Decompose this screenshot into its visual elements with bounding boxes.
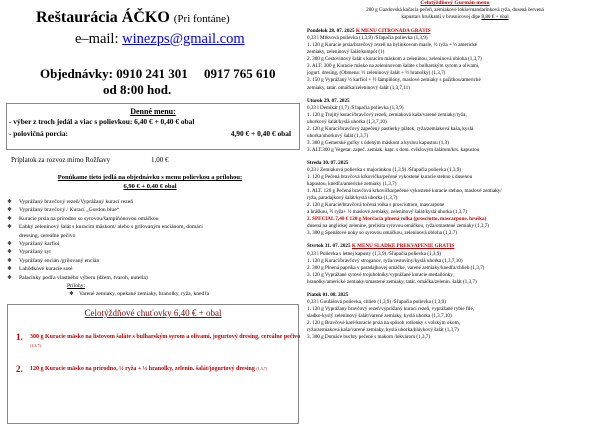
day-block	[307, 98, 603, 154]
menu-line: 3. ALT: 300 g Kuracie mäsko na zeleninovom šaláte s bulharským syrom a olivami,	[307, 63, 480, 70]
menu-line: 3. ALT.300 g Vegetar. zapeč. zemiak. kapr. s dom. cviklovým šalátom/krs. kapustou	[307, 146, 480, 153]
menu-line: 1. 120 g Trojitý kurací/bravčový rezeň, zemiaková kaša/varené zemiaky/ryža,	[307, 111, 467, 118]
daily-menu-row-price: 4,90 € + 0,40 € obal	[230, 129, 291, 138]
list-item: ❖ Vyprážaný bravčový rezeň/Vyprážaný kurací rezeň	[7, 198, 297, 206]
weekly-specials-heading: Celotýždňové chuťovky 6,40 € + obal	[84, 308, 222, 318]
menu-line: 1. 120 g Pečená bravčová krkovička/pečené vykostené kuracie stehno s dusenou	[307, 174, 473, 181]
menu-line: 1. 120 g Kurací/bravčový stroganov, ryža/cestoviny/kyslá uhorka (1,3,7,10)	[307, 257, 463, 264]
allergen-codes: (1,3,7)	[30, 342, 41, 348]
permanent-menu-list	[7, 198, 297, 299]
menu-line: a hráškou, ½ ryža+ ½ maslové zemiaky, zeleninový šalát/kyslá uhorka (1,3,7)	[307, 209, 467, 216]
daily-menu-heading: Denné menu:	[130, 107, 176, 116]
list-item: ❖ Vyprážaný syr	[7, 248, 297, 256]
left-column	[0, 0, 300, 429]
menu-line: 3. 300 g Špenátové noky so syrovou omáčkou, zeleninová obloha (1,3,7)	[307, 230, 457, 237]
surcharge-price: 1,00 €	[151, 156, 169, 164]
email-label: e–mail:	[75, 31, 123, 47]
menu-line: 0,33 l Goulášová polievka, chlieb (1,3,9) /Šľapačia polievka (1,3,9)	[307, 298, 446, 305]
menu-line: 2. ŠPECIÁL 7,40 € 120 g Morčacia plnená rolka (prosciutto, mascarpone, hruška)	[307, 216, 487, 223]
menu-line: ryža, paradajkový šalát/kyslá uhorka (1,3,7)	[307, 195, 398, 202]
day-date: Streda 30. 07. 2025	[307, 159, 349, 166]
offer-price: 6,90 € + 0,40 € obal	[123, 183, 177, 190]
menu-line: 1. 120 g Kuracie prsia/bravčový rezeň na bylinkovom masle, ½ ryža + ½ americké	[307, 42, 478, 49]
menu-line: zemiaky, tatár. omáčka/zeleninový šalát (1,3,7,11)	[307, 84, 410, 91]
day-date: Utorok 29. 07. 2025	[307, 97, 350, 104]
title-subtitle: (Pri fontáne)	[173, 13, 230, 25]
title-text: Reštaurácia ÁČKO	[36, 9, 170, 26]
menu-line: zemiaky, zeleninový šalát/kompót (1)	[307, 49, 385, 56]
day-block	[307, 243, 603, 285]
menu-line: 3. 150 g Vyprážaný ½ karfiol + ½ šampiňóny, maslové zemiaky s pažítkou/americké	[307, 77, 481, 84]
gourmet-heading: Celotýždňový Gurmán menu	[420, 0, 490, 6]
menu-line: dusená na anglickej zelenine, prelisita syrovou omáčkou, ryža/omastené zemiaky (1,3,7)	[307, 223, 489, 230]
daily-menu-row-label: - výber z troch jedál a viac s polievkou: 6,40 € + 0,40 € obal	[9, 117, 195, 126]
menu-line: sladko-kyslý zeleninový šalát/varené zemiaky, kyslá uhorka (1,3,7,10)	[307, 312, 452, 319]
item-number: 2.	[16, 364, 23, 374]
day-block	[307, 292, 603, 341]
item-text: 300 g Kuracie mäsko na listovom šaláte s bulharským syrom a olivami, jogurtový dresing, cereálne pečivo	[30, 334, 301, 340]
item-number: 1.	[16, 332, 23, 342]
menu-line: 2. 300 g Cestovinový šalát s kuracím mäskom a zeleninou, zeleninová obloha (1,3,7)	[307, 56, 482, 63]
weekly-special-item	[14, 333, 310, 350]
menu-line: ryža/zemiaková kaša/varené zemiaky, kyslá uhorka/hlávkový šalát (1,3,7)	[307, 326, 459, 333]
list-item: ❖ Vyprážaný encián /grilovaný encián	[7, 257, 297, 265]
weekly-menu	[307, 0, 603, 341]
item-text: 120 g Kuracie mäsko na prírodno, ½ ryža + ½ hranolky, zelenin. šalát/jogurtový dresing	[30, 366, 255, 372]
list-item: ❖ Vyprážaný bravčový / Kurací „Gordon blue“	[7, 206, 297, 214]
menu-line: jogurt. dresing, (Obmena: ½ zeleninový šalát + ½ hranolky) (1,3,7)	[307, 70, 446, 77]
menu-line: 2. 120 g Kuracie/bravčová točená rolka s prosciuttom, mascarpone	[307, 202, 445, 209]
day-special-offer: K MENU SLADKÉ PREKVAPENIE GRÁTIS	[351, 243, 455, 250]
menu-line: 0,33 l Zemiaková polievka s majoránkou (1,3,9) /Šľapačia polievka (1,3,9)	[307, 166, 461, 173]
daily-menu-row-label: - polovičná porcia:	[9, 129, 68, 138]
offer-line: Ponúkame tieto jedlá na objednávku s menu polievkou a prílohou:	[57, 174, 243, 181]
list-item: ❖ Lahôdkové kuracie soté	[7, 265, 297, 273]
menu-line: hranolky/americké zemiaky/omastené zemiaky, tatár. omáčka/zelenin. šalát (1,3,7)	[307, 278, 477, 285]
right-column	[307, 0, 604, 429]
restaurant-title	[36, 9, 230, 27]
gourmet-text: 200 g Gazdovská kačacia pečeň, zemiakové lokše/mandarínková ryža, dusená červená	[366, 7, 544, 14]
menu-line: 0,33 l Mrkvová polievka (1,3,9) /Šľapačia polievka (1,3,9)	[307, 35, 428, 42]
menu-line: uhorka/uhorkový šalát (1,3,7)	[307, 132, 369, 139]
orders-phones: Objednávky: 0910 241 301 0917 765 610	[40, 66, 276, 81]
allergen-codes: (1,3,7)	[256, 366, 268, 371]
menu-line: 2. 300 g Plnená paprika v paradajkovej omáčke, varené zemiaky/knedľa/chlieb (1,3,7)	[307, 264, 485, 271]
menu-line: 0,33 l Demikát (1,7) /Šľapačia polievka (1,3,9)	[307, 104, 404, 111]
daily-menu-box	[6, 103, 300, 150]
day-date: Piatok 01. 08. 2025	[307, 291, 349, 298]
menu-line: 3. 120 g Vyprážané syrové trojuholníky/vyprážané kuracie medailónky,	[307, 271, 454, 278]
day-heading	[307, 160, 603, 167]
menu-line: kapustou, knedľa/americké zemiaky (1,3,7)	[307, 181, 397, 188]
day-special-offer: K MENU CITRONÁDA GRÁTIS	[355, 28, 431, 35]
menu-line: 1. 120 g Vyprážaný bravčový rezeň/vyprážaný kurací rezeň, vyprážané rybie filé,	[307, 305, 475, 312]
days-container	[307, 28, 603, 341]
email-line	[75, 31, 245, 48]
daily-menu-row	[7, 128, 299, 140]
list-item: ❖ Kuracie prsia na prírodno so syrovou/šampiňónovou omáčkou	[7, 215, 297, 223]
day-date: Štvrtok 31. 07. 2025	[307, 243, 351, 250]
list-item: ❖ Vyprážaný karfiol	[7, 240, 297, 248]
gourmet-text-2	[307, 14, 603, 21]
day-block	[307, 160, 603, 238]
orders-time: od 8:00 hod.	[103, 82, 172, 97]
menu-line: 1. ALT. 120 g Pečená bravčová krkovička/pečené vykostené kuracie stehno, maslové zemiaky/	[307, 188, 502, 195]
day-heading	[307, 98, 603, 105]
delivery-surcharge	[11, 156, 169, 164]
list-item: ❖ Palacinky podľa vlastného výberu (džem, tvaroh, nutella)	[7, 274, 297, 282]
weekly-specials-box	[7, 304, 299, 424]
menu-line: 3. 300 g Domáce buchty pečené s makom /lekvárom (1,3,7)	[307, 334, 431, 341]
day-heading	[307, 28, 603, 35]
weekly-special-item	[14, 365, 310, 374]
gourmet-text-line: kapusta/s hruškami v brusnicovej dipe	[401, 14, 481, 21]
list-item-continuation: dressing, cereálne pečivo	[19, 232, 76, 239]
menu-line: 0,33 l Polievka s letnej kapusty (1,3,9) /Šľapačia polievka (1,3,9)	[307, 250, 442, 257]
gourmet-price: 8,80 € + obal	[481, 14, 509, 21]
menu-line: 3. 300 g Gemerské guľky s údeným mäskom a kyslou kapustou (1,3)	[307, 139, 449, 146]
day-heading	[307, 292, 603, 299]
menu-line: 2. 120 g Kurací/bravčový zapečený pastierky plátok, ryža/zemiaková kaša, kyslá	[307, 125, 474, 132]
menu-line: uhorkový šalát/kyslá uhorka (1,3,7,10)	[307, 118, 387, 125]
day-date: Pondelok 28. 07. 2025	[307, 28, 355, 35]
email-link[interactable]: winezps@gmail.com	[122, 31, 245, 47]
sides-list: ❖ Varené zemiaky, opekané zemiaky, hranolky, ryža, knedľa	[7, 290, 297, 298]
sides-label: Prílohy:	[67, 283, 86, 290]
surcharge-label: Príplatok za rozvoz mimo Rožňavy	[11, 156, 111, 164]
list-item: ❖ Ľahký zeleninový šalát s kuracím mäskom/ alebo s grilovaným enciánom, domácí	[7, 223, 297, 231]
menu-line: 2. 120 g Bravčové karé/kuracie prsia na spôsob rotšenky s volským okom,	[307, 319, 460, 326]
daily-menu-row	[7, 116, 299, 128]
day-block	[307, 28, 603, 91]
day-heading	[307, 243, 603, 250]
